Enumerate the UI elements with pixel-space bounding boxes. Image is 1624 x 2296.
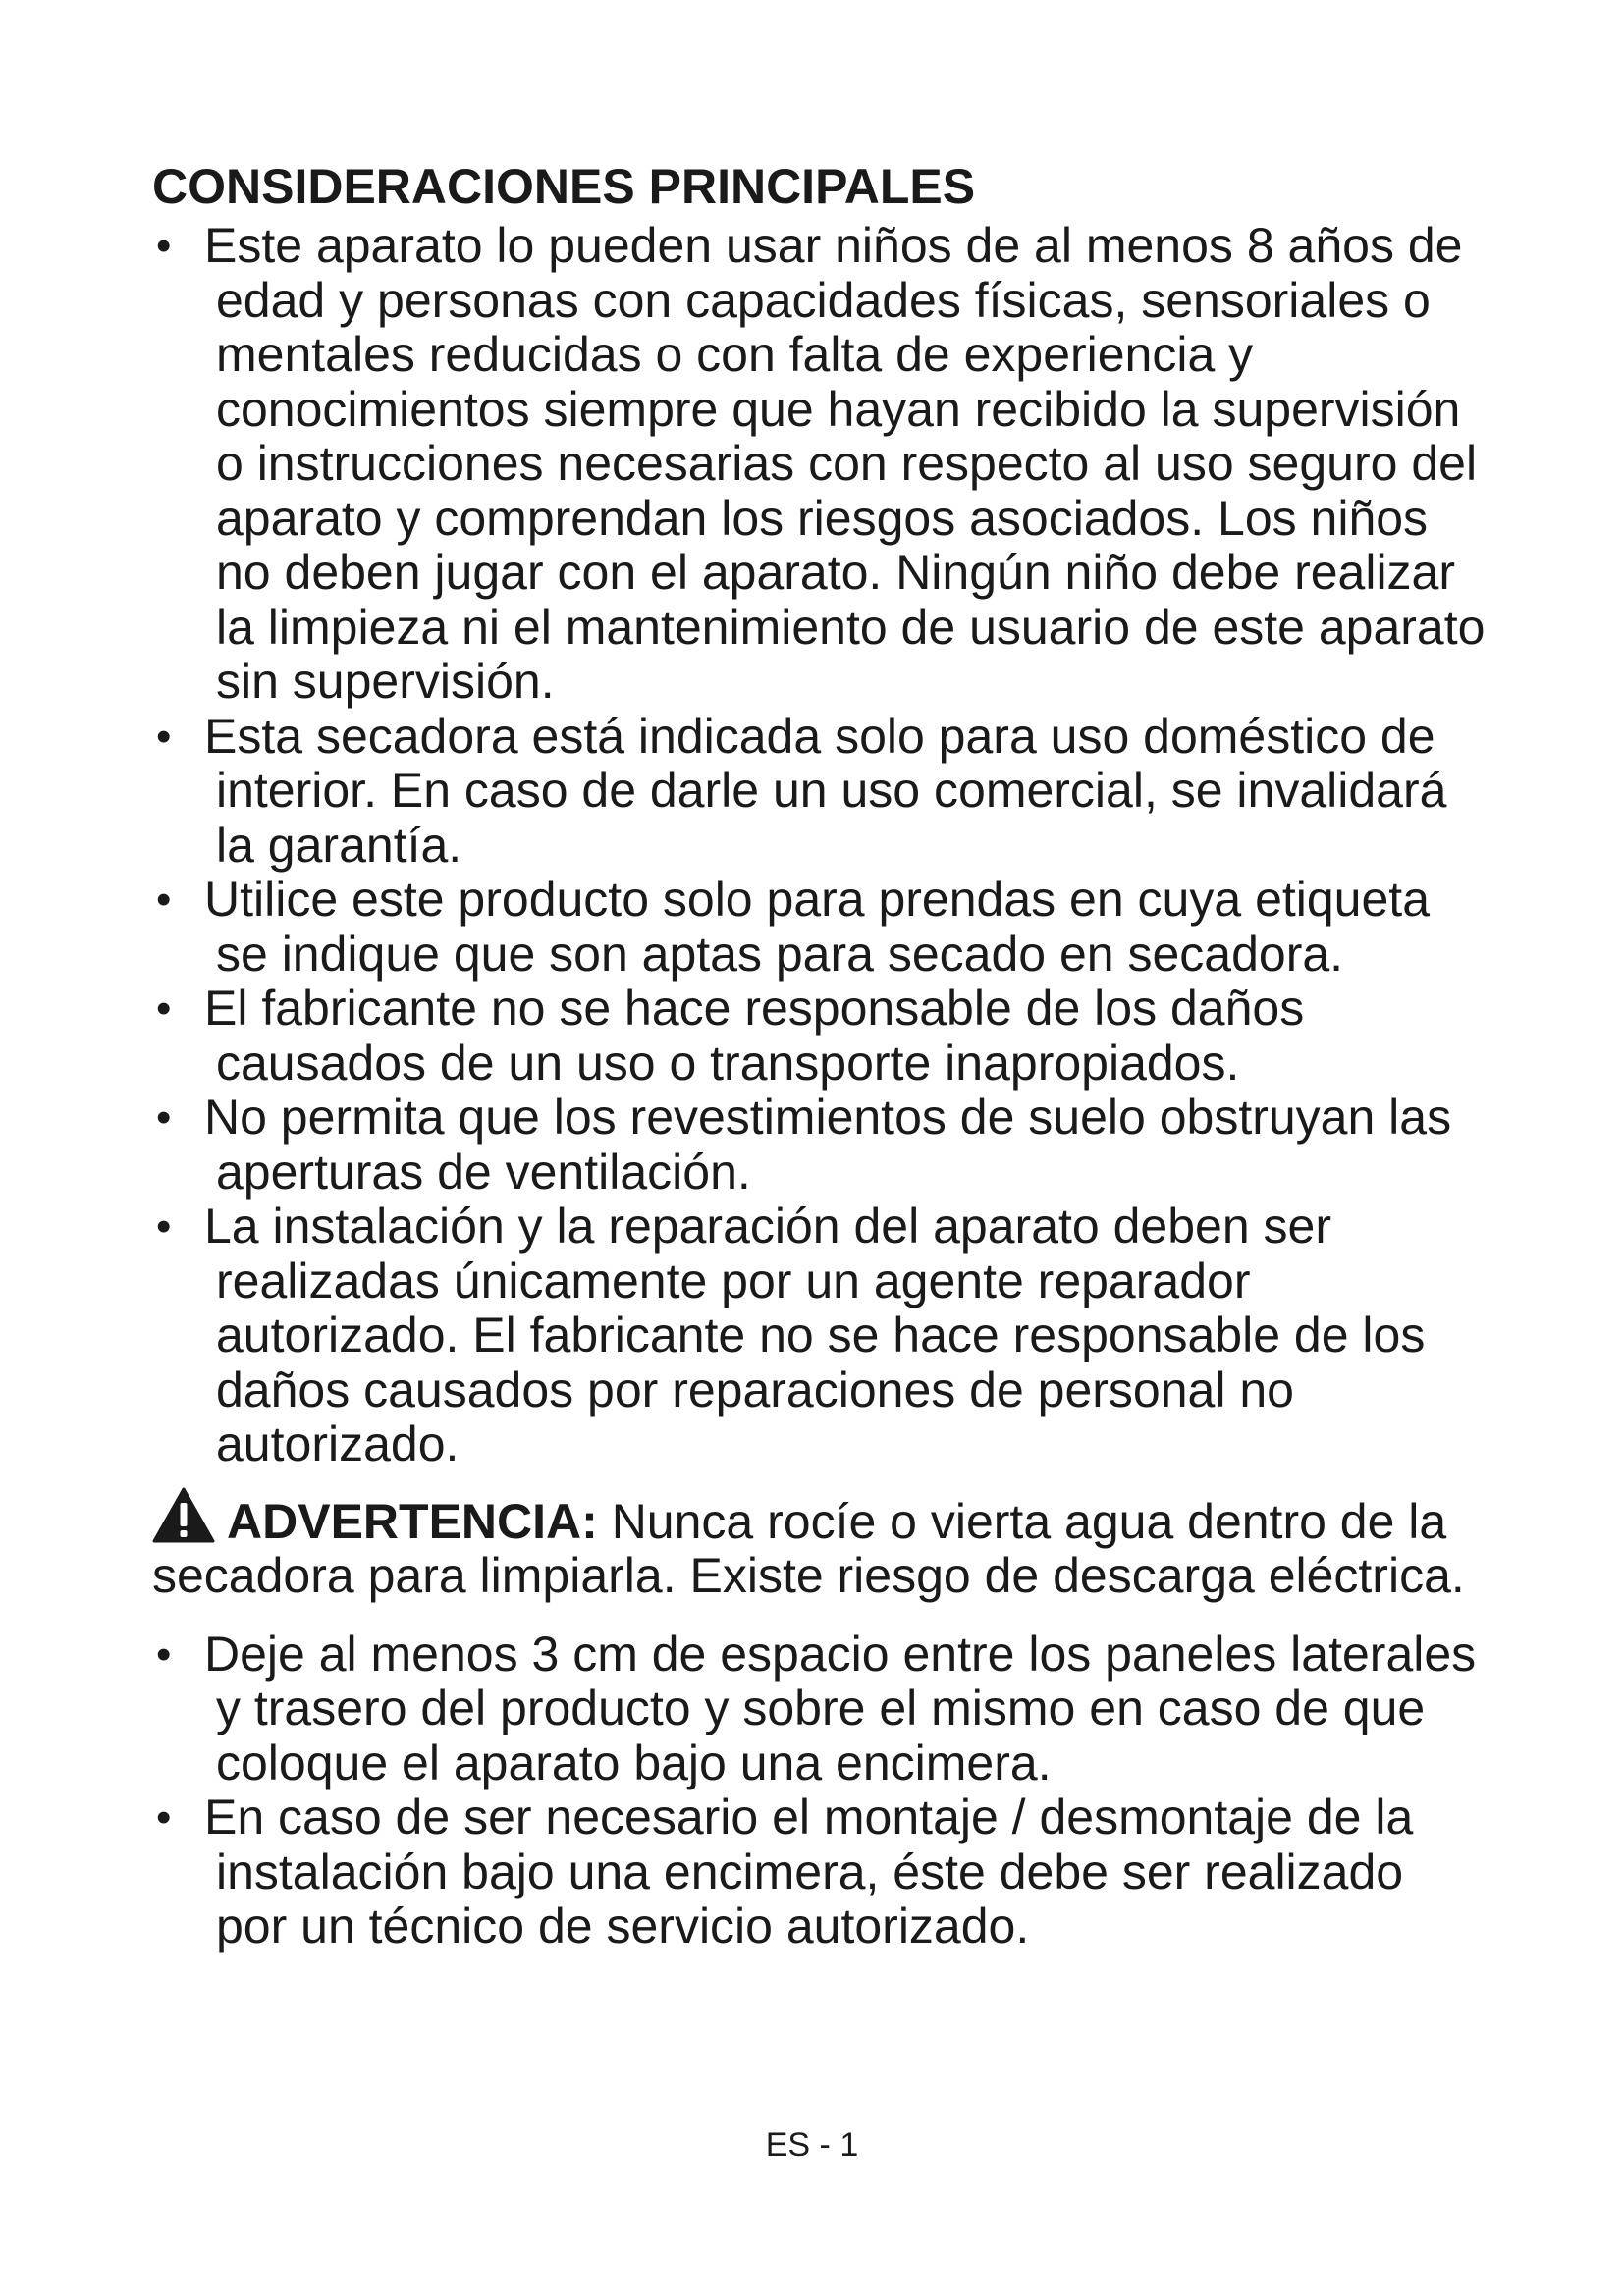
list-item-text: Deje al menos 3 cm de espacio entre los paneles laterales y trasero del producto y sobre el mismo en caso de que coloque el aparato bajo una encimera. bbox=[204, 1626, 1477, 1790]
bullet-icon: • bbox=[156, 1629, 172, 1679]
document-body bbox=[152, 157, 1488, 1954]
section-heading: CONSIDERACIONES PRINCIPALES bbox=[152, 159, 976, 214]
list-item-text: Utilice este producto solo para prendas en cuya etiqueta se indique que son aptas para secado en secadora. bbox=[204, 872, 1430, 982]
list-item bbox=[152, 873, 1488, 982]
warning-paragraph bbox=[152, 1487, 1488, 1604]
list-item-text: La instalación y la reparación del aparato deben ser realizadas únicamente por un agente reparador autorizado. El fabricante no se hace responsable de los daños causados por reparaciones de personal no autorizado. bbox=[204, 1199, 1426, 1471]
bullet-icon: • bbox=[156, 1793, 172, 1842]
bullet-list-bottom bbox=[152, 1628, 1488, 1954]
list-item bbox=[152, 1790, 1488, 1954]
bullet-icon: • bbox=[156, 1094, 172, 1142]
warning-triangle-icon bbox=[152, 1487, 215, 1544]
list-item-text: Esta secadora está indicada solo para uso doméstico de interior. En caso de darle un uso comercial, se invalidará la garantía. bbox=[204, 708, 1447, 873]
list-item bbox=[152, 982, 1488, 1091]
bullet-icon: • bbox=[156, 712, 172, 761]
list-item bbox=[152, 1628, 1488, 1791]
page-number: ES - 1 bbox=[765, 2126, 859, 2163]
warning-label: ADVERTENCIA: bbox=[227, 1493, 598, 1549]
list-item-text: No permita que los revestimientos de suelo obstruyan las aperturas de ventilación. bbox=[204, 1090, 1452, 1200]
bullet-icon: • bbox=[156, 876, 172, 924]
list-item bbox=[152, 1200, 1488, 1472]
bullet-list-top bbox=[152, 219, 1488, 1472]
list-item bbox=[152, 219, 1488, 710]
list-item-text: En caso de ser necesario el montaje / desmontaje de la instalación bajo una encimera, éste debe ser realizado por un técnico de servicio autorizado. bbox=[204, 1789, 1414, 1953]
list-item bbox=[152, 1091, 1488, 1200]
list-item-text: Este aparato lo pueden usar niños de al menos 8 años de edad y personas con capacidades físicas, sensoriales o mentales reducidas o con falta de experiencia y conocimientos siempre que hayan recibido la supervisión o instrucciones necesarias con respecto al uso seguro del aparato y comprendan los riesgos asociados. Los niños no deben jugar con el aparato. Ningún niño debe realizar la limpieza ni el mantenimiento de usuario de este aparato sin supervisión. bbox=[204, 218, 1486, 709]
bullet-icon: • bbox=[156, 222, 172, 270]
bullet-icon: • bbox=[156, 1202, 172, 1251]
list-item bbox=[152, 710, 1488, 874]
bullet-icon: • bbox=[156, 985, 172, 1033]
list-item-text: El fabricante no se hace responsable de los daños causados de un uso o transporte inapropiados. bbox=[204, 981, 1305, 1091]
warning-text: Nunca rocíe o vierta agua dentro de la secadora para limpiarla. Existe riesgo de descarga eléctrica. bbox=[152, 1493, 1465, 1603]
